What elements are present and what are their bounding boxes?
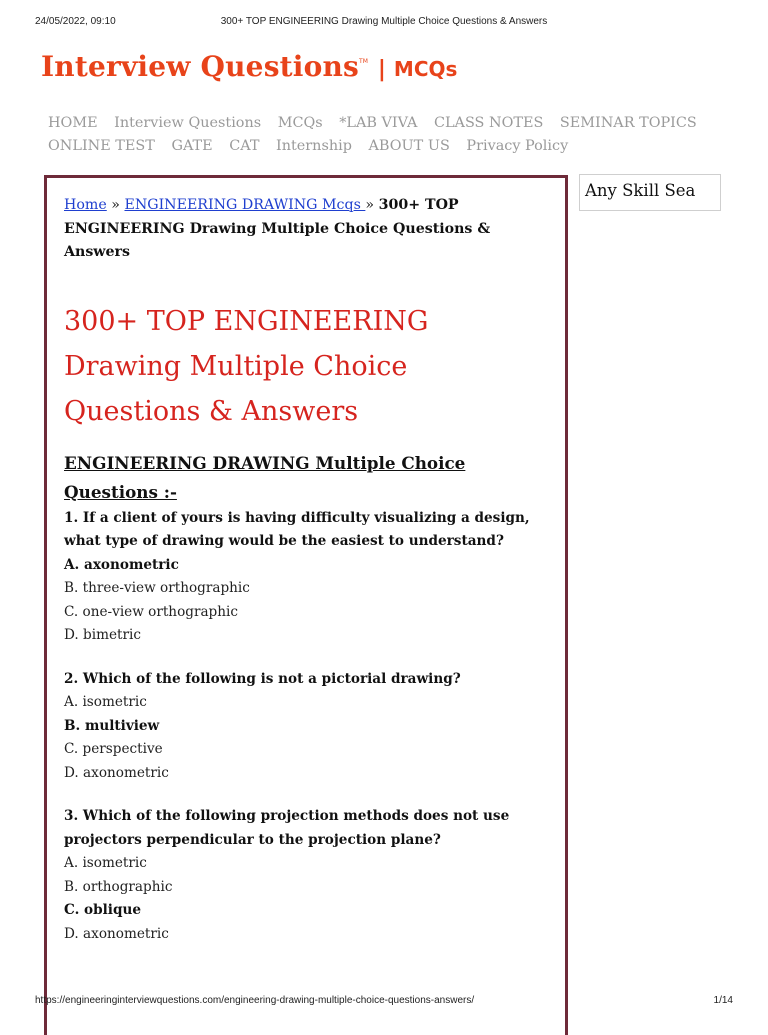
site-logo[interactable] — [41, 50, 457, 90]
print-document-title: 300+ TOP ENGINEERING Drawing Multiple Choice Questions & Answers — [220, 16, 548, 27]
sidebar-skill-search-box[interactable] — [579, 174, 721, 211]
breadcrumb-home-link[interactable]: Home — [64, 197, 107, 213]
nav-row-1 — [48, 115, 728, 138]
option-b: B. orthographic — [64, 878, 173, 895]
logo-separator: | — [377, 57, 386, 82]
option-d: D. axonometric — [64, 925, 169, 942]
trademark-mark: TM — [359, 58, 368, 65]
print-datetime: 24/05/2022, 09:10 — [35, 16, 116, 27]
breadcrumb-separator: » — [365, 197, 379, 213]
print-header — [35, 16, 733, 30]
breadcrumb-separator: » — [106, 197, 125, 213]
breadcrumb-category-link[interactable]: ENGINEERING DRAWING Mcqs — [124, 197, 366, 213]
nav-item-online-test[interactable]: ONLINE TEST — [48, 138, 155, 154]
nav-item-class-notes[interactable]: CLASS NOTES — [433, 115, 544, 131]
nav-item-lab-viva[interactable]: *LAB VIVA — [339, 115, 418, 131]
question-3 — [64, 805, 539, 946]
option-d: D. bimetric — [64, 627, 141, 643]
article-content-box — [44, 175, 568, 1035]
nav-item-seminar-topics[interactable]: SEMINAR TOPICS — [559, 115, 697, 131]
nav-item-about-us[interactable]: ABOUT US — [368, 138, 450, 154]
option-a: A. isometric — [64, 855, 147, 871]
question-text: 2. Which of the following is not a pictorial drawing? — [64, 670, 461, 687]
nav-item-mcqs[interactable]: MCQs — [277, 115, 323, 131]
option-d: D. axonometric — [64, 764, 169, 781]
option-b-correct: B. multiview — [64, 717, 160, 734]
nav-item-gate[interactable]: GATE — [171, 138, 213, 154]
nav-item-cat[interactable]: CAT — [229, 138, 260, 154]
nav-row-2 — [48, 138, 728, 161]
breadcrumb — [64, 194, 539, 265]
question-2 — [64, 668, 539, 786]
page-title: 300+ TOP ENGINEERING Drawing Multiple Choice Questions & Answers — [64, 305, 429, 427]
print-page-url: https://engineeringinterviewquestions.com/engineering-drawing-multiple-choice-questions-answers/ — [35, 995, 475, 1006]
nav-item-internship[interactable]: Internship — [276, 138, 352, 154]
option-c: C. one-view orthographic — [64, 603, 238, 620]
option-c-correct: C. oblique — [64, 902, 141, 918]
nav-item-interview-questions[interactable]: Interview Questions — [114, 115, 262, 131]
main-navigation — [48, 115, 728, 161]
option-b: B. three-view orthographic — [64, 580, 250, 596]
option-a-correct: A. axonometric — [64, 556, 179, 573]
nav-item-privacy-policy[interactable]: Privacy Policy — [466, 138, 569, 154]
print-page-number: 1/14 — [713, 995, 733, 1006]
logo-mcqs-text: MCQs — [393, 57, 458, 81]
question-1 — [64, 507, 539, 648]
option-c: C. perspective — [64, 741, 163, 757]
nav-item-home[interactable]: HOME — [48, 115, 98, 131]
print-footer — [35, 995, 733, 1009]
logo-brand-text: Interview Questions — [41, 50, 360, 83]
option-a: A. isometric — [64, 694, 147, 710]
question-text: 1. If a client of yours is having difficulty visualizing a design, what type of drawing would be the easiest to understand? — [64, 509, 530, 549]
section-heading: ENGINEERING DRAWING Multiple Choice Questions :- — [64, 452, 466, 502]
article-body — [64, 194, 539, 946]
sidebar-search-text: Any Skill Sea — [585, 181, 696, 200]
breadcrumb-current-page: 300+ TOP ENGINEERING Drawing Multiple Choice Questions & Answers — [64, 197, 491, 260]
question-text: 3. Which of the following projection methods does not use projectors perpendicular to the projection plane? — [64, 808, 510, 848]
